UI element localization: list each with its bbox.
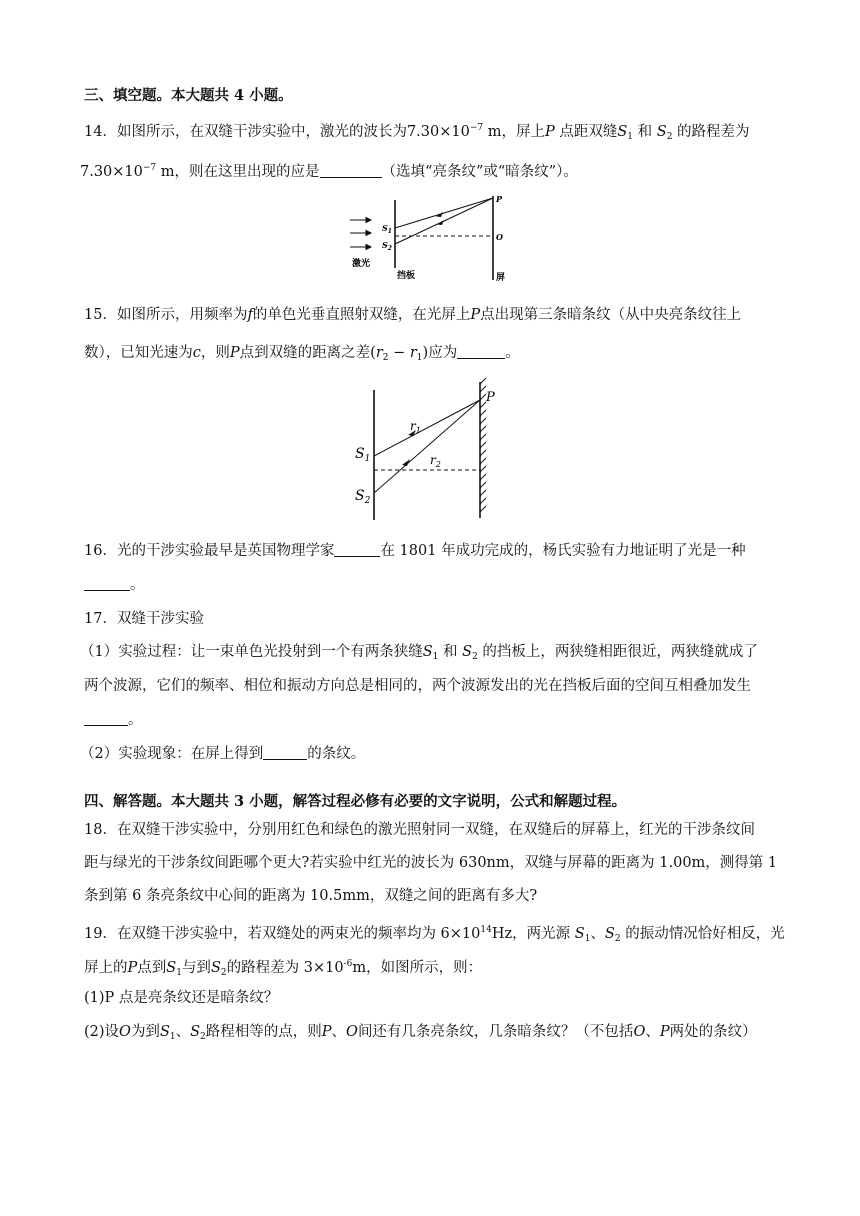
path-r1 bbox=[374, 400, 480, 456]
q17-line-4: （2）实验现象：在屏上得到 的条纹。 bbox=[80, 746, 366, 762]
q14-answer-blank[interactable] bbox=[320, 163, 382, 178]
s2-label: $S_2$ bbox=[382, 240, 392, 252]
q14-figure bbox=[340, 190, 520, 292]
ray-arrow bbox=[436, 212, 443, 217]
q19-line-2: 屏上的P点到$S_1$与到$S_2$的路程差为 $3\times 10^{-6}m$，如图所示，则： bbox=[84, 959, 483, 978]
q18-line-2: 距与绿光的干涉条纹间距哪个更大?若实验中红光的波长为 630nm，双缝与屏幕的距离为 1.00m，测得第 1 bbox=[84, 855, 778, 871]
q19-sub-1: (1)P 点是亮条纹还是暗条纹？ bbox=[84, 990, 279, 1006]
q17-line-1: （1）实验过程：让一束单色光投射到一个有两条狭缝$S_1$ 和 $S_2$ 的挡板上，两狭缝相距很近，两狭缝就成了 bbox=[80, 644, 758, 662]
q16-line-1: 16．光的干涉实验最早是英国物理学家 在 1801 年成功完成的，杨氏实验有力地证明了光是一种 bbox=[84, 543, 746, 559]
s1-label: $S_1$ bbox=[382, 223, 392, 235]
q15-figure bbox=[352, 380, 512, 522]
q17-line-3: 。 bbox=[84, 710, 143, 730]
p-label: P bbox=[486, 390, 495, 405]
q16-line-2: 。 bbox=[84, 575, 145, 595]
q15-line-2: 数），已知光速为c，则P点到双缝的距离之差$(r_2 - r_1)$应为 。 bbox=[84, 345, 520, 363]
q16-answer-blank-2[interactable] bbox=[84, 576, 130, 591]
q15-line-1: 15．如图所示，用频率为f的单色光垂直照射双缝，在光屏上P点出现第三条暗条纹（从中央亮条纹往上 bbox=[84, 307, 742, 323]
laser-label: 激光 bbox=[352, 259, 371, 269]
s1-label: $S_1$ bbox=[355, 446, 371, 464]
s2-label: $S_2$ bbox=[355, 488, 371, 506]
section-4-heading: 四、解答题。本大题共 3 小题，解答过程必修有必要的文字说明，公式和解题过程。 bbox=[84, 793, 627, 810]
q19-line-1: 19．在双缝干涉实验中，若双缝处的两束光的频率均为 $6\times 10^{14}Hz$，两光源 $S_1$、$S_2$ 的振动情况恰好相反，光 bbox=[84, 925, 785, 944]
screen-label: 屏 bbox=[496, 273, 506, 283]
q17-answer-blank-2[interactable] bbox=[263, 745, 307, 760]
q17-title: 17．双缝干涉实验 bbox=[84, 611, 204, 627]
q16-answer-blank-1[interactable] bbox=[334, 542, 380, 557]
path-r2 bbox=[374, 400, 480, 493]
q19-sub-2: (2)设O为到$S_1$、$S_2$路程相等的点，则P、O间还有几条亮条纹，几条暗条纹？（不包括O、P两处的条纹） bbox=[84, 1024, 757, 1042]
section-3-heading: 三、填空题。本大题共 4 小题。 bbox=[84, 87, 293, 104]
p-label: P bbox=[496, 194, 503, 204]
ray-s2 bbox=[395, 198, 493, 244]
ray-arrow bbox=[437, 220, 444, 225]
ray-s1 bbox=[395, 198, 493, 228]
r2-label: $r_2$ bbox=[430, 453, 441, 469]
q15-answer-blank[interactable] bbox=[457, 344, 505, 359]
r1-label: $r_1$ bbox=[410, 419, 421, 435]
q17-answer-blank-1[interactable] bbox=[84, 711, 128, 726]
q17-line-2: 两个波源，它们的频率、相位和振动方向总是相同的，两个波源发出的光在挡板后面的空间互相叠加发生 bbox=[84, 678, 751, 694]
q18-line-3: 条到第 6 条亮条纹中心间的距离为 10.5mm，双缝之间的距离有多大? bbox=[84, 888, 538, 904]
baffle-label: 挡板 bbox=[397, 271, 416, 281]
q14-line-1: 14．如图所示，在双缝干涉实验中，激光的波长为$7.30\times 10^{-7}$ m，屏上P 点距双缝$S_1$ 和 $S_2$ 的路程差为 bbox=[84, 123, 750, 142]
q14-line-2: $7.30\times 10^{-7}$ m，则在这里出现的应是 （选填“亮条纹”或“暗条纹”）。 bbox=[80, 163, 578, 180]
o-label: O bbox=[496, 232, 503, 242]
q18-line-1: 18．在双缝干涉实验中，分别用红色和绿色的激光照射同一双缝，在双缝后的屏幕上，红光的干涉条纹间 bbox=[84, 822, 755, 838]
